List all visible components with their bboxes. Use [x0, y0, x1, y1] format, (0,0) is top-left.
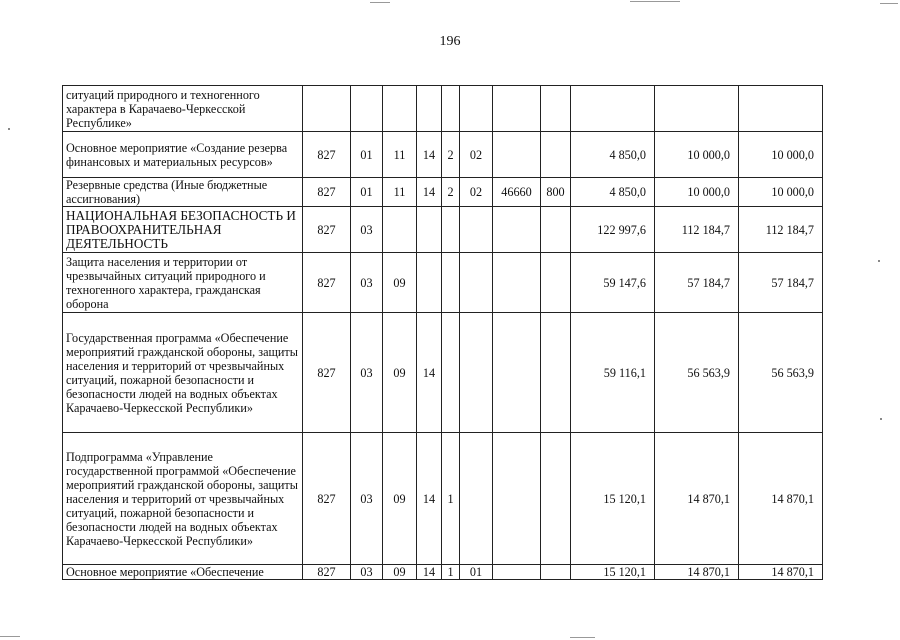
cell-amount-1	[571, 86, 655, 132]
cell-subprogram: 1	[442, 433, 460, 565]
cell-section: 03	[351, 253, 383, 313]
cell-section: 03	[351, 207, 383, 253]
cell-program	[417, 253, 442, 313]
scan-artifact-line	[0, 636, 20, 637]
cell-subsection	[383, 86, 417, 132]
cell-name: Основное мероприятие «Обеспечение	[63, 565, 303, 580]
table-row	[63, 253, 823, 313]
cell-direction	[493, 565, 541, 580]
cell-amount-3: 112 184,7	[739, 207, 823, 253]
cell-amount-3: 10 000,0	[739, 132, 823, 178]
scan-artifact-line	[880, 3, 898, 4]
table-body	[63, 86, 823, 580]
cell-subprogram: 1	[442, 565, 460, 580]
cell-name: Защита населения и территории от чрезвычайных ситуаций природного и техногенного характера, гражданская оборона	[63, 253, 303, 313]
cell-program	[417, 86, 442, 132]
cell-amount-2: 10 000,0	[655, 178, 739, 207]
cell-name: НАЦИОНАЛЬНАЯ БЕЗОПАСНОСТЬ И ПРАВООХРАНИТЕЛЬНАЯ ДЕЯТЕЛЬНОСТЬ	[63, 207, 303, 253]
cell-amount-1: 4 850,0	[571, 178, 655, 207]
cell-amount-1: 15 120,1	[571, 565, 655, 580]
budget-table	[62, 85, 823, 580]
cell-ministry: 827	[303, 565, 351, 580]
cell-expense-type	[541, 207, 571, 253]
scan-artifact-line	[630, 1, 680, 2]
cell-expense-type	[541, 565, 571, 580]
table-row	[63, 86, 823, 132]
cell-amount-2: 14 870,1	[655, 433, 739, 565]
cell-amount-1: 59 116,1	[571, 313, 655, 433]
cell-program	[417, 207, 442, 253]
cell-section: 03	[351, 433, 383, 565]
cell-ministry: 827	[303, 178, 351, 207]
scan-artifact-speck	[8, 128, 10, 130]
cell-amount-2: 14 870,1	[655, 565, 739, 580]
cell-amount-1: 15 120,1	[571, 433, 655, 565]
cell-amount-2	[655, 86, 739, 132]
cell-name: Основное мероприятие «Создание резерва финансовых и материальных ресурсов»	[63, 132, 303, 178]
cell-subsection: 09	[383, 565, 417, 580]
cell-event: 02	[460, 178, 493, 207]
cell-direction	[493, 313, 541, 433]
cell-subsection: 11	[383, 178, 417, 207]
cell-amount-1: 59 147,6	[571, 253, 655, 313]
table-row	[63, 313, 823, 433]
cell-subprogram: 2	[442, 178, 460, 207]
cell-subprogram	[442, 313, 460, 433]
cell-amount-3	[739, 86, 823, 132]
cell-expense-type	[541, 253, 571, 313]
cell-amount-1: 4 850,0	[571, 132, 655, 178]
cell-ministry: 827	[303, 253, 351, 313]
cell-expense-type	[541, 132, 571, 178]
cell-subprogram	[442, 253, 460, 313]
cell-subprogram	[442, 86, 460, 132]
cell-program: 14	[417, 132, 442, 178]
cell-section: 01	[351, 178, 383, 207]
cell-amount-3: 14 870,1	[739, 433, 823, 565]
scan-artifact-line	[570, 637, 595, 638]
cell-subprogram: 2	[442, 132, 460, 178]
cell-name: Государственная программа «Обеспечение мероприятий гражданской обороны, защиты населения и территорий от чрезвычайных ситуаций, пожарной безопасности и безопасности людей на водных объектах Карачаево-Черкесской Республики»	[63, 313, 303, 433]
cell-program: 14	[417, 433, 442, 565]
cell-subsection: 09	[383, 313, 417, 433]
cell-ministry	[303, 86, 351, 132]
cell-subprogram	[442, 207, 460, 253]
cell-subsection: 09	[383, 253, 417, 313]
cell-program: 14	[417, 313, 442, 433]
scan-artifact-speck	[880, 418, 882, 420]
cell-amount-3: 14 870,1	[739, 565, 823, 580]
cell-amount-2: 112 184,7	[655, 207, 739, 253]
table-row	[63, 178, 823, 207]
cell-amount-2: 10 000,0	[655, 132, 739, 178]
cell-section	[351, 86, 383, 132]
cell-amount-1: 122 997,6	[571, 207, 655, 253]
cell-ministry: 827	[303, 433, 351, 565]
table-row	[63, 132, 823, 178]
cell-name: ситуаций природного и техногенного характера в Карачаево-Черкесской Республике»	[63, 86, 303, 132]
scan-artifact-speck	[878, 260, 880, 262]
cell-name: Подпрограмма «Управление государственной программой «Обеспечение мероприятий гражданской обороны, защиты населения и территорий от чрезвычайных ситуаций, пожарной безопасности и безопасности людей на водных объектах Карачаево-Черкесской Республики»	[63, 433, 303, 565]
table-row	[63, 565, 823, 580]
cell-amount-3: 10 000,0	[739, 178, 823, 207]
cell-direction	[493, 433, 541, 565]
cell-event	[460, 86, 493, 132]
cell-amount-3: 57 184,7	[739, 253, 823, 313]
cell-event	[460, 253, 493, 313]
cell-ministry: 827	[303, 207, 351, 253]
page-number: 196	[439, 34, 461, 49]
cell-amount-2: 56 563,9	[655, 313, 739, 433]
cell-event	[460, 433, 493, 565]
cell-ministry: 827	[303, 313, 351, 433]
table-row	[63, 207, 823, 253]
scan-artifact-line	[370, 2, 390, 3]
cell-expense-type	[541, 313, 571, 433]
cell-direction	[493, 86, 541, 132]
cell-event	[460, 313, 493, 433]
cell-section: 01	[351, 132, 383, 178]
cell-program: 14	[417, 178, 442, 207]
cell-subsection	[383, 207, 417, 253]
cell-direction	[493, 253, 541, 313]
cell-direction	[493, 132, 541, 178]
cell-name: Резервные средства (Иные бюджетные ассигнования)	[63, 178, 303, 207]
cell-ministry: 827	[303, 132, 351, 178]
cell-expense-type	[541, 86, 571, 132]
cell-event: 01	[460, 565, 493, 580]
cell-section: 03	[351, 313, 383, 433]
cell-section: 03	[351, 565, 383, 580]
cell-event: 02	[460, 132, 493, 178]
cell-direction: 46660	[493, 178, 541, 207]
cell-expense-type: 800	[541, 178, 571, 207]
cell-subsection: 11	[383, 132, 417, 178]
table-row	[63, 433, 823, 565]
cell-expense-type	[541, 433, 571, 565]
cell-amount-3: 56 563,9	[739, 313, 823, 433]
cell-program: 14	[417, 565, 442, 580]
cell-amount-2: 57 184,7	[655, 253, 739, 313]
cell-subsection: 09	[383, 433, 417, 565]
cell-event	[460, 207, 493, 253]
cell-direction	[493, 207, 541, 253]
